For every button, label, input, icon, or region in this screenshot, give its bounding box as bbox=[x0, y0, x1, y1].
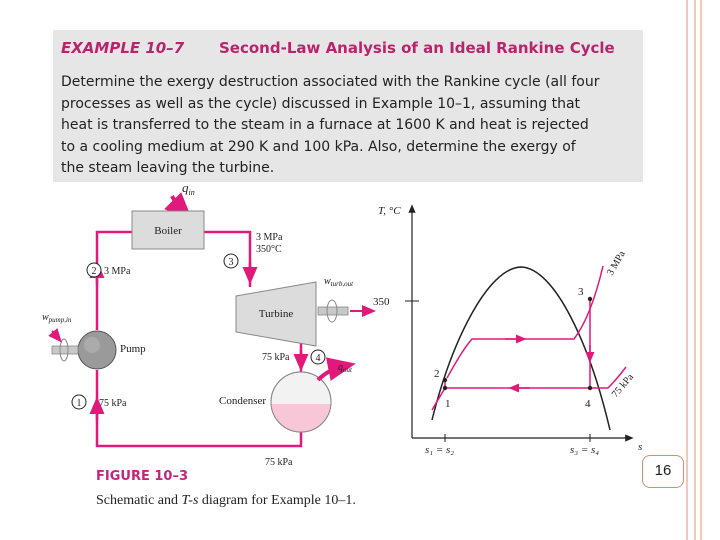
bottom-pressure-label: 75 kPa bbox=[265, 457, 293, 468]
pump-label: Pump bbox=[120, 343, 146, 355]
state-4-number: 4 bbox=[315, 353, 321, 364]
statement-line: Determine the exergy destruction associated with the Rankine cycle (all four bbox=[61, 74, 600, 90]
pipe-condenser-to-pump bbox=[97, 370, 301, 446]
q-in-label: $q_{in}$ bbox=[182, 180, 195, 197]
state-2-number: 2 bbox=[91, 266, 97, 277]
example-label: EXAMPLE 10–7 bbox=[61, 39, 185, 57]
ts-point-2 bbox=[443, 378, 447, 382]
state-3-number: 3 bbox=[228, 257, 234, 268]
state-3-pressure: 3 MPa bbox=[256, 232, 283, 243]
statement-line: heat is transferred to the steam in a furnace at 1600 K and heat is rejected bbox=[61, 117, 589, 133]
statement-line: the steam leaving the turbine. bbox=[61, 160, 275, 176]
condenser-label: Condenser bbox=[219, 395, 267, 407]
ts-label-2: 2 bbox=[434, 368, 440, 380]
ts-point-3 bbox=[588, 297, 592, 301]
s-right-label: s₃ = s₄ bbox=[570, 444, 600, 456]
state-1-pressure: 75 kPa bbox=[99, 398, 127, 409]
caption-suffix: diagram for Example 10–1. bbox=[198, 493, 356, 508]
isobar-low-label: 75 kPa bbox=[609, 371, 636, 400]
ts-point-1 bbox=[443, 386, 447, 390]
state-3-temperature: 350°C bbox=[256, 244, 282, 255]
ts-label-4: 4 bbox=[585, 398, 591, 410]
statement-line: processes as well as the cycle) discussed in Example 10–1, assuming that bbox=[61, 95, 581, 112]
ts-point-4 bbox=[588, 386, 592, 390]
example-heading: Second-Law Analysis of an Ideal Rankine Cycle bbox=[219, 39, 615, 57]
page-number: 16 bbox=[642, 455, 684, 488]
ts-label-1: 1 bbox=[445, 398, 451, 410]
tick-350-label: 350 bbox=[373, 296, 390, 308]
pipe-pump-to-boiler bbox=[97, 232, 132, 330]
boiler-label: Boiler bbox=[154, 225, 182, 237]
y-axis-label: T, °C bbox=[378, 205, 401, 217]
s-left-label: s₁ = s₂ bbox=[425, 444, 455, 456]
heat-in-arrow bbox=[172, 196, 184, 212]
state-1-number: 1 bbox=[76, 398, 82, 409]
isobar-high-label: 3 MPa bbox=[605, 249, 628, 278]
ts-label-3: 3 bbox=[578, 286, 584, 298]
w-turb-label: $w_{turb,out}$ bbox=[324, 276, 354, 288]
turbine-shaft bbox=[318, 300, 348, 322]
pump bbox=[52, 331, 116, 369]
state-2-pressure: 3 MPa bbox=[104, 266, 131, 277]
condenser bbox=[269, 372, 333, 434]
figure-caption bbox=[96, 493, 356, 509]
x-axis-label: s bbox=[638, 441, 643, 453]
process-2-3-heating bbox=[447, 266, 603, 378]
caption-prefix: Schematic and bbox=[96, 493, 182, 508]
work-in-arrow bbox=[52, 331, 58, 338]
figure-label: FIGURE 10–3 bbox=[96, 469, 188, 484]
statement-line: to a cooling medium at 290 K and 100 kPa. Also, determine the exergy of bbox=[61, 138, 576, 155]
state-4-pressure: 75 kPa bbox=[262, 352, 290, 363]
w-pump-label: $w_{pump,in}$ bbox=[42, 312, 72, 324]
turbine-label: Turbine bbox=[258, 308, 294, 320]
q-out-label: $q_{out}$ bbox=[338, 362, 352, 374]
ts-diagram bbox=[373, 205, 642, 456]
caption-italic: T-s bbox=[181, 493, 199, 508]
cycle-schematic bbox=[42, 180, 370, 468]
